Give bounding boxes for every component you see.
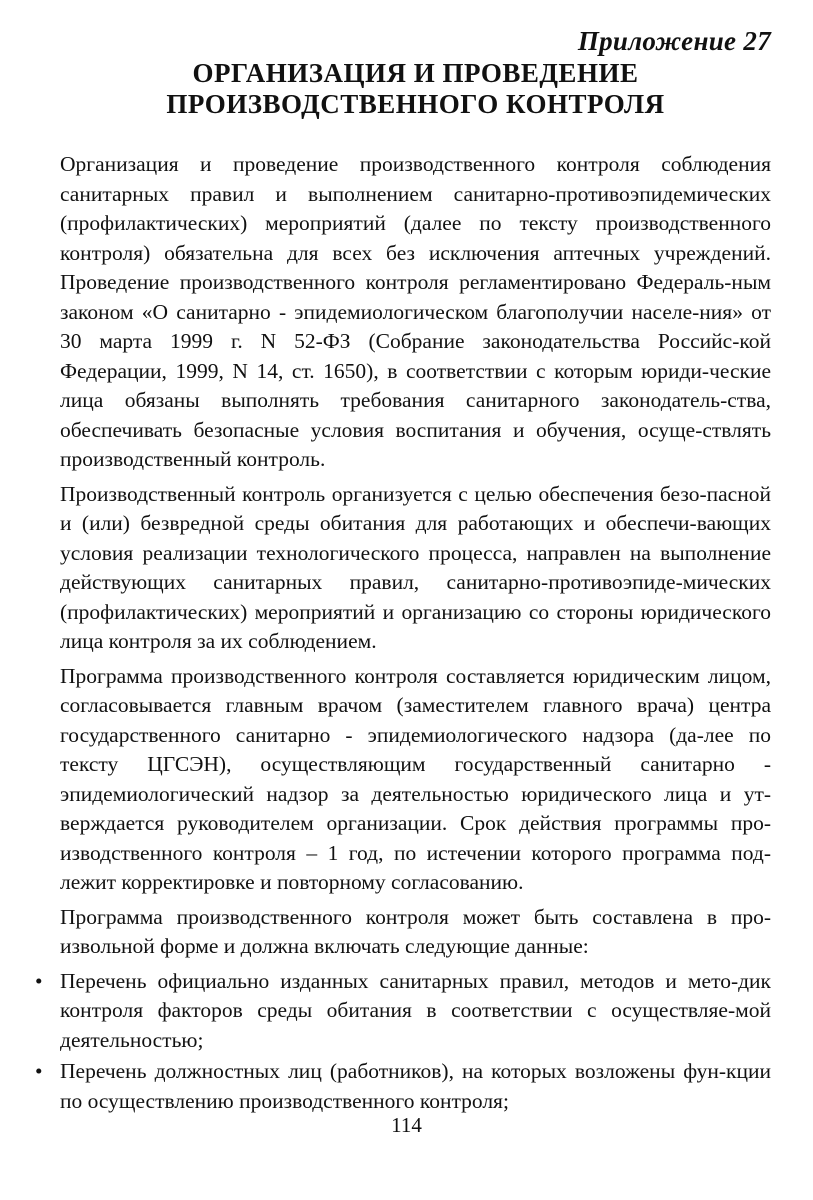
list-item xyxy=(35,1057,771,1116)
list-item-text: Перечень официально изданных санитарных правил, методов и мето-дик контроля факторов среды обитания в соответствии с осуществляе-мой деятельностью; xyxy=(60,968,771,1052)
page-number: 114 xyxy=(391,1113,422,1137)
document-title xyxy=(60,58,771,120)
bullet-icon: • xyxy=(35,1059,43,1083)
document-body xyxy=(35,150,771,1116)
title-line-1: ОРГАНИЗАЦИЯ И ПРОВЕДЕНИЕ xyxy=(192,58,639,88)
paragraph-purpose: Производственный контроль организуется с целью обеспечения безо-пасной и (или) безвредной среды обитания для работающих и обеспечи-вающих условия реализации технологического процесса, направлен на выполнение действующих санитарных правил, санитарно-противоэпиде-мических (профилактических) мероприятий и организацию со стороны юридического лица контроля за их соблюдением. xyxy=(60,481,771,653)
paragraph-program: Программа производственного контроля составляется юридическим лицом, согласовывается главным врачом (заместителем главного врача) центра государственного санитарно - эпидемиологического надзора (да-лее по тексту ЦГСЭН), осуществляющим государственный санитарно - эпидемиологический надзор за деятельностью юридического лица и ут-верждается руководителем организации. Срок действия программы про-изводственного контроля – 1 год, по истечении которого программа под-лежит корректировке и повторному согласованию. xyxy=(60,663,771,894)
paragraph-program-contents: Программа производственного контроля может быть составлена в про-извольной форме и должна включать следующие данные: xyxy=(60,904,771,958)
title-line-2: ПРОИЗВОДСТВЕННОГО КОНТРОЛЯ xyxy=(166,89,665,119)
list-item-text: Перечень должностных лиц (работников), на которых возложены фун-кции по осуществлению производственного контроля; xyxy=(60,1059,771,1113)
appendix-label: Приложение 27 xyxy=(577,26,771,56)
paragraph-organization: Организация и проведение производственного контроля соблюдения санитарных правил и выполнением санитарно-противоэпидемических (профилактических) мероприятий (далее по тексту производственного контроля) обязательна для всех без исключения аптечных учреждений. Проведение производственного контроля регламентировано Федераль-ным законом «О санитарно - эпидемиологическом благополучии населе-ния» от 30 марта 1999 г. N 52-ФЗ (Собрание законодательства Российс-кой Федерации, 1999, N 14, ст. 1650), в соответствии с которым юриди-ческие лица обязаны выполнять требования санитарного законодатель-ства, обеспечивать безопасные условия воспитания и обучения, осуще-ствлять производственный контроль. xyxy=(60,152,771,471)
bullet-icon: • xyxy=(35,968,43,993)
list-item xyxy=(35,967,771,1056)
requirements-list xyxy=(35,967,771,1117)
